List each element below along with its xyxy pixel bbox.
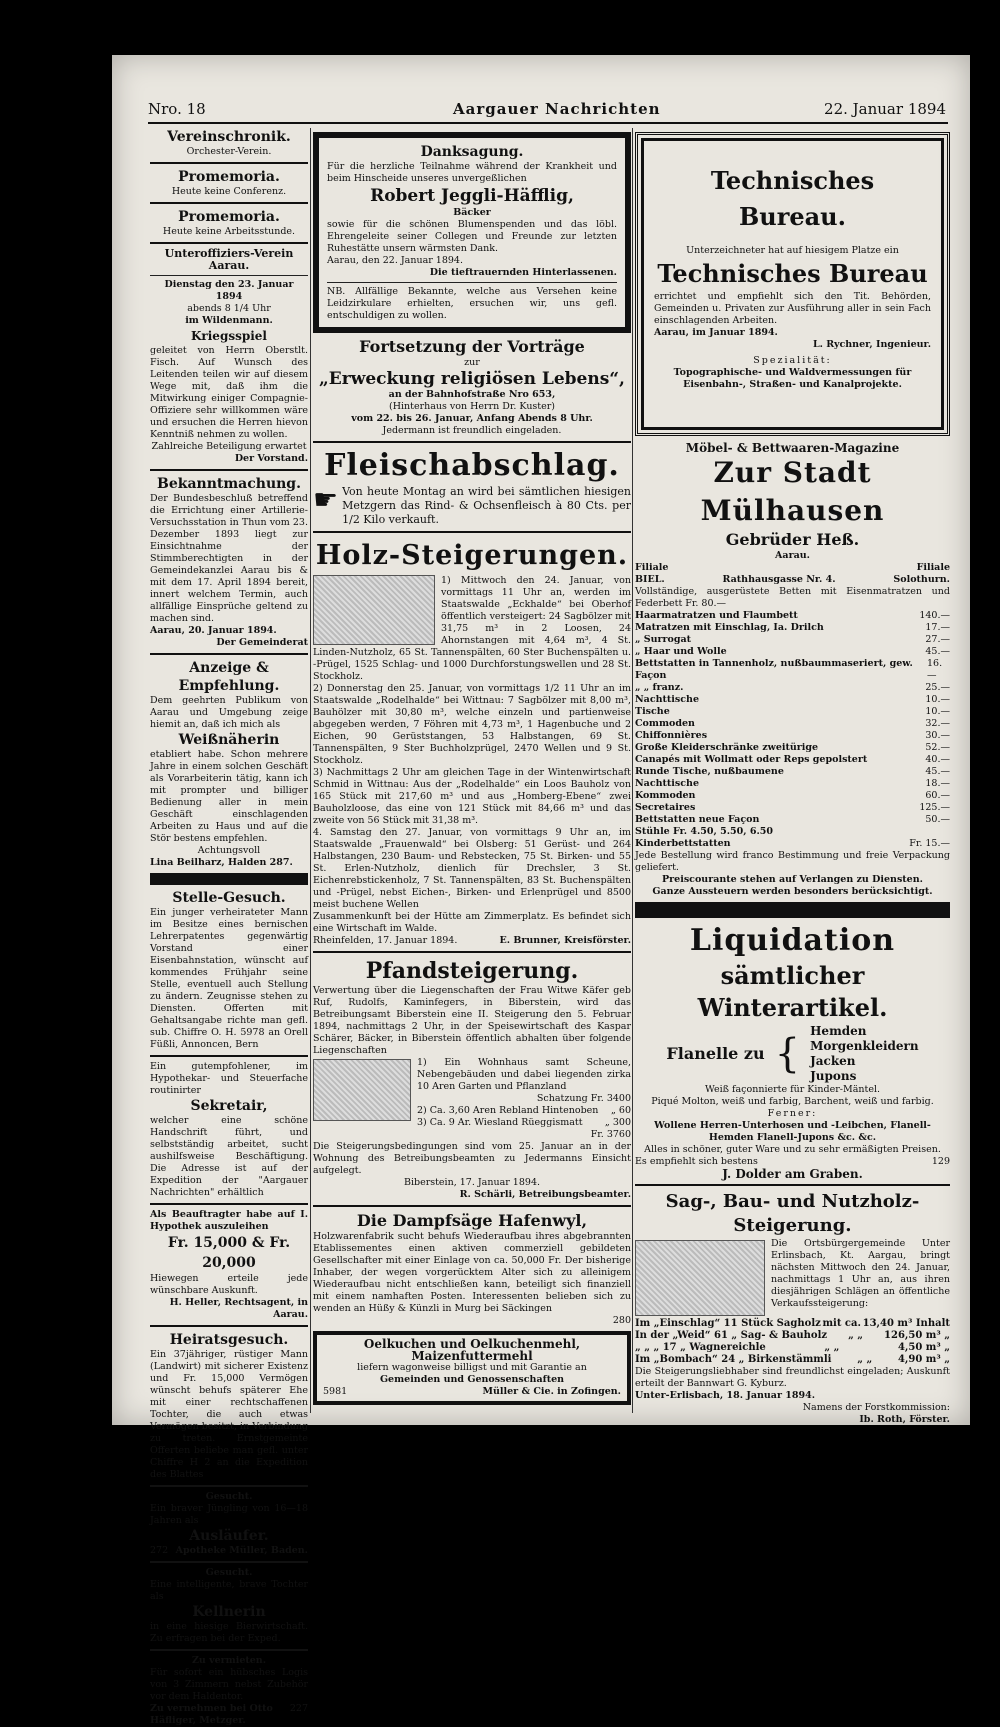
heading: Anzeige & Empfehlung.: [178, 660, 280, 694]
text: Ein junger verheirateter Mann im Besitze eines bernischen Lehrerpatentes gegenwärtig Vorstand einer Eisenbahnstation, wünscht auf kommendes Frühjahr seine Stelle, eventuell auch Stellung zu ändern. Zeugnisse stehen zu Diensten. Offerten mit Gehaltsangabe richte man gefl. sub. Chiffre O. H. 5978 an Orell Füßli, Annoncen, Bern: [150, 907, 308, 1050]
item-price: 45.—: [925, 766, 950, 777]
item-price: 30.—: [925, 730, 950, 741]
ad-number: 129: [931, 1156, 950, 1167]
text: Eine intelligente, brave Tochter als: [150, 1579, 308, 1602]
text: Die Ortsbürgergemeinde Unter Erlinsbach, Kt. Aargau, bringt nächsten Mittwoch den 24. Januar, nachmittags 1 Uhr an, aus ihren diesjährigen Schlägen an öffentliche Verkaufssteigerung:: [771, 1238, 950, 1309]
heading: Weißnäherin: [178, 732, 280, 748]
divider: [313, 951, 631, 953]
timber-cell: In der „Weid“ 61 „ Sag- & Bauholz: [635, 1330, 828, 1341]
divider: [150, 242, 308, 244]
text: liefern wagonweise billigst und mit Garantie an: [357, 1362, 587, 1373]
text: Verwertung über die Liegenschaften der Frau Witwe Käfer geb Ruf, Rudolfs, Kaminfegers, in Biberstein, wird das Betreibungsamt Biberstein eine II. Steigerung den 5. Februar 1894, nachmittags 2 Uhr, in der Speisewirtschaft des Kaspar Schärer, Bäcker, in Biberstein öffentlich abhalten über folgende Liegenschaften: [313, 985, 631, 1056]
item-name: Canapés mit Wollmatt oder Reps gepolstert: [635, 754, 868, 765]
text: Hiewegen erteile jede wünschbare Auskunft.: [150, 1273, 308, 1296]
divider: [150, 469, 308, 471]
item-name: Commoden: [635, 718, 695, 729]
heading: Promemoria.: [178, 169, 280, 185]
timber-cell: Im „Einschlag“ 11 Stück Sagholz: [635, 1318, 821, 1329]
text: Rathhausgasse Nr. 4.: [722, 574, 836, 585]
item-price: 25.—: [925, 682, 950, 693]
heading: Sag-, Bau- und Nutzholz-Steigerung.: [665, 1191, 920, 1236]
issue-date: 22. Januar 1894: [824, 100, 946, 118]
text: Es empfiehlt sich bestens: [635, 1156, 758, 1167]
item-name: Bettstatten neue Façon: [635, 814, 760, 825]
text: Heute keine Conferenz.: [171, 186, 287, 197]
logging-illustration: [635, 1240, 765, 1316]
text: Unter-Erlisbach, 18. Januar 1894.: [635, 1390, 816, 1401]
price-row: [635, 634, 950, 646]
column-left: [150, 128, 308, 1726]
text: Topographische- und Waldvermessungen für Eisenbahn-, Straßen- und Kanalprojekte.: [673, 367, 912, 390]
forest-workers-illustration: [313, 575, 435, 645]
text: Der Bundesbeschluß betreffend die Errichtung einer Artillerie-Versuchsstation in Thun vom 23. Dezember 1893 liegt zur Einsichtnahme der Stimmberechtigten in der Gemeindekanzlei Aarau bis & mit dem 17. April 1894 bereit, innert welchem Termin, auch allfällige Einsprüche geltend zu machen sind.: [150, 493, 308, 624]
item-name: Runde Tische, nußbaumene: [635, 766, 784, 777]
price-row: [635, 706, 950, 718]
text: Alles in schöner, guter Ware und zu sehr ermäßigten Preisen.: [644, 1144, 941, 1155]
heading: Promemoria.: [178, 209, 280, 225]
heading: Oelkuchen und Oelkuchenmehl,: [363, 1337, 581, 1351]
text: Die Steigerungsliebhaber sind freundlichst eingeladen; Auskunft erteilt der Bannwart G. Kyburz.: [635, 1366, 950, 1389]
signature: J. Dolder am Graben.: [722, 1167, 863, 1181]
text: Dienstag den 23. Januar 1894: [164, 279, 294, 302]
price-row: [635, 694, 950, 706]
divider: [313, 531, 631, 533]
timber-row: [635, 1318, 950, 1330]
item-name: Nachttische: [635, 694, 699, 705]
item-price: 140.—: [919, 610, 950, 621]
text: Piqué Molton, weiß und farbig, Barchent, weiß und farbig.: [651, 1096, 934, 1107]
text: 3) Nachmittags 2 Uhr am gleichen Tage in der Wintenwirtschaft Schmid in Wittnau: Aus der „Rodelhalde“ ein Loos Bauholz von 165 Stück mit 217,60 m³ und aus „Homberg-Ebene“ zwei Bauholzloose, das eine von 121 Stück mit 84,66 m³ und das zweite von 56 Stück mit 31,38 m³.: [313, 767, 631, 826]
item-price: 45.—: [925, 646, 950, 657]
item-name: Kommoden: [635, 790, 696, 801]
divider: [313, 1205, 631, 1207]
heading: Unteroffiziers-Verein Aarau.: [164, 247, 294, 272]
signature: Müller & Cie. in Zofingen.: [482, 1386, 621, 1397]
signature: Ib. Roth, Förster.: [859, 1414, 950, 1425]
text: Vollständige, ausgerüstete Betten mit Eisenmatratzen und Federbett Fr. 80.—: [635, 586, 950, 609]
text: Die Steigerungsbedingungen sind vom 25. Januar an in der Wohnung des Betreibungsbeamten zu Jedermanns Einsicht aufgelegt.: [313, 1141, 631, 1176]
heading: Bekanntmachung.: [157, 476, 301, 492]
heading: Die Dampfsäge Hafenwyl,: [356, 1211, 588, 1230]
oelkuchen-box: [313, 1331, 631, 1405]
text: zur: [464, 357, 480, 368]
heading: Maizenfuttermehl: [411, 1349, 533, 1363]
text: abends 8 1/4 Uhr: [187, 303, 271, 314]
divider: [313, 441, 631, 443]
item-price: Fr. 15.—: [909, 838, 950, 849]
item-name: Große Kleiderschränke zweitürige: [635, 742, 819, 753]
flanelle-item: Jacken: [810, 1054, 856, 1068]
text: BIEL.: [635, 574, 665, 585]
heading: Zu vermieten.: [191, 1655, 267, 1666]
heading: Technisches Bureau: [657, 259, 928, 288]
price-row: [635, 730, 950, 742]
divider: [635, 1184, 950, 1186]
text: Ein gutempfohlener, im Hypothekar- und Steuerfache routinirter: [150, 1061, 308, 1096]
heading: Liquidation: [689, 923, 896, 958]
text: 2) Donnerstag den 25. Januar, von vormittags 1/2 11 Uhr an im Staatswalde „Rodelhalde“ bei Wittnau: 7 Sagbölzer mit 8,00 m³, Bauhölzer mit 30,80 m³, welche einzeln und partienweise abgegeben werden, 7 Föhren mit 4,73 m³, 1 Hagenbuche und 2 Eichen, 90 Gerüststangen, 53 Halbstangen, 69 St. Tannenspälten, 9 Ster Buchholzprügel, 2470 Wellen und 9 St. Stockholz.: [313, 683, 631, 766]
value: „ 60: [610, 1105, 631, 1116]
heading: Holz-Steigerungen.: [315, 540, 629, 571]
house-illustration: [313, 1059, 411, 1121]
text: 1) Ein Wohnhaus samt Scheune, Nebengebäuden und dabei liegenden zirka 10 Aren Garten und Pflanzland: [417, 1057, 631, 1092]
technical-bureau-box: [635, 132, 950, 436]
signature: R. Schärli, Betreibungsbeamter.: [459, 1189, 631, 1200]
pointing-hand-icon: ☛: [313, 483, 339, 516]
text: Namens der Forstkommission:: [802, 1402, 950, 1413]
price-row: [635, 766, 950, 778]
item-price: 125.—: [919, 802, 950, 813]
text: Solothurn.: [893, 574, 950, 585]
heading: Danksagung.: [420, 144, 524, 160]
text: an der Bahnhofstraße Nro 653,: [388, 389, 556, 400]
text: Für die herzliche Teilnahme während der Krankheit und beim Hinscheide unseres unvergeßlichen: [327, 161, 617, 184]
timber-cell: 126,50 m³ „: [884, 1330, 950, 1341]
divider: [327, 282, 617, 283]
heading: Stelle-Gesuch.: [172, 890, 286, 906]
divider: [150, 275, 308, 276]
flanelle-list: [810, 1024, 919, 1084]
text: Ganze Aussteuern werden besonders berücksichtigt.: [652, 886, 933, 897]
signature: Zu vernehmen bei Otto Häfliger, Metzger.: [150, 1703, 273, 1726]
timber-cell: 13,40 m³ Inhalt: [862, 1318, 950, 1329]
text: Biberstein, 17. Januar 1894.: [403, 1177, 541, 1188]
text: Wollene Herren-Unterhosen und -Leibchen, Flanell-Hemden Flanell-Jupons &c. &c.: [654, 1120, 931, 1143]
heading: sämtlicher Winterartikel.: [697, 961, 888, 1022]
timber-list: [635, 1318, 950, 1366]
page-header: [148, 100, 948, 120]
text: Unterzeichneter hat auf hiesigem Platze ein: [686, 245, 899, 256]
text: (Hinterhaus von Herrn Dr. Kuster): [389, 401, 555, 412]
text: Heute keine Arbeitsstunde.: [162, 226, 296, 237]
text: Zahlreiche Beteiligung erwartet: [151, 441, 307, 452]
text: Filiale: [635, 562, 669, 573]
obituary-box: [313, 132, 631, 333]
item-price: 60.—: [925, 790, 950, 801]
text: 4. Samstag den 27. Januar, von vormittags 9 Uhr an, im Staatswalde „Frauenwald“ bei Olsberg: 51 Gerüst- und 264 Halbstangen, 230 Baum- und Rebstecken, 75 St. Birken- und 55 St. Erlen-Nutzholz, dienlich für Drechsler, 3 St. Eichenrebstickenholz, 7 St. Tannenspälten, 83 St. Buchenspälten und -Prügel, nebst Eichen-, Birken- und Erlenprügel und 8500 meist buchene Wellen: [313, 827, 631, 910]
item-price: 16.—: [927, 658, 943, 681]
timber-cell: mit ca.: [822, 1318, 861, 1329]
item-price: 10.—: [925, 706, 950, 717]
heading: Fortsetzung der Vorträge: [359, 337, 585, 356]
text: Bäcker: [453, 207, 491, 218]
timber-cell: Im „Bombach“ 24 „ Birkenstämmli: [635, 1354, 832, 1365]
text: Zusammenkunft bei der Hütte am Zimmerplatz. Es befindet sich eine Wirtschaft im Walde.: [313, 911, 631, 934]
price-row: [635, 838, 950, 850]
heading: Kellnerin: [192, 1604, 266, 1620]
furniture-price-list: [635, 610, 950, 850]
price-row: [635, 754, 950, 766]
ad-number: 272: [150, 1545, 169, 1556]
heading: Pfandsteigerung.: [365, 958, 579, 984]
value: Schatzung Fr. 3400: [536, 1093, 631, 1104]
divider: [150, 1055, 308, 1057]
header-rule: [148, 122, 948, 124]
text: Aarau.: [775, 550, 810, 561]
text: 1) Mittwoch den 24. Januar, von vormittags 11 Uhr an, werden im Staatswalde „Eckhalde“ bei Oberhof öffentlich versteigert: 24 Sagbölzer mit 31,75 m³ in 2 Loosen, 24 Ahornstangen mit 4,64 m³, 4 St. Linden-Nutzholz, 65 St. Tannenspälten, 60 Ster Buchenspälten u. -Prügel, 1525 Schlag- und 1000 Durchforstungswellen und 28 St. Stockholz.: [313, 575, 631, 682]
price-row: [635, 682, 950, 694]
brace-icon: {: [774, 1031, 801, 1077]
item-name: Haarmatratzen und Flaumbett: [635, 610, 798, 621]
text: sowie für die schönen Blumenspenden und das löbl. Ehrengeleite seiner Collegen und Freunde zur letzten Ruhestätte unsern wärmsten Dank.: [327, 219, 617, 254]
timber-cell: „ „ „ 17 „ Wagnereichle: [635, 1342, 766, 1353]
text: Holzwarenfabrik sucht behufs Wiederaufbau ihres abgebrannten Etablissementes einen aktiven commerziell gebildeten Gesellschafter mit einer Einlage von ca. 50,000 Fr. Der bisherige Inhaber, der wegen vorgerücktem Alter sich zu alleinigem Wiederaufbau nicht entschließen kann, beteiligt sich finanziell mit einem namhaften Posten. Interessenten belieben sich zu wenden an Hüßy & Künzli in Murg bei Säckingen: [313, 1231, 631, 1314]
timber-row: [635, 1330, 950, 1342]
deceased-name: Robert Jeggli-Häfflig,: [370, 186, 574, 206]
price-row: [635, 778, 950, 790]
heading: Zur Stadt Mülhausen: [700, 456, 885, 527]
item-price: 10.—: [925, 694, 950, 705]
signature: H. Heller, Rechtsagent, in Aarau.: [169, 1297, 308, 1320]
signature: Die tieftrauernden Hinterlassenen.: [429, 267, 617, 278]
item-price: 52.—: [925, 742, 950, 753]
price-row: [635, 814, 950, 826]
item-price: 27.—: [925, 634, 950, 645]
price-row: [635, 718, 950, 730]
text: Ein braver Jüngling von 16—18 Jahren als: [150, 1503, 308, 1526]
heading: Technisches Bureau.: [710, 166, 875, 231]
signature: E. Brunner, Kreisförster.: [499, 935, 631, 946]
text: Von heute Montag an wird bei sämtlichen hiesigen Metzgern das Rind- & Ochsenfleisch à 80 Cts. per 1/2 Kilo verkauft.: [342, 485, 631, 526]
timber-cell: „ „: [857, 1354, 873, 1365]
issue-number: Nro. 18: [148, 100, 206, 118]
heading: Vereinschronik.: [167, 129, 291, 145]
text: Aarau, den 22. Januar 1894.: [327, 255, 463, 266]
text: welcher eine schöne Handschrift führt, und selbstständig arbeitet, sucht aushilfsweise Beschäftigung. Die Adresse ist auf der Expedition der "Aargauer Nachrichten" erhältlich: [150, 1115, 308, 1198]
item-price: 40.—: [925, 754, 950, 765]
text: 2) Ca. 3,60 Aren Rebland Hintenoben: [417, 1105, 599, 1116]
price-row: [635, 622, 950, 634]
column-right: [635, 128, 950, 1425]
heading: Gebrüder Heß.: [725, 530, 860, 549]
text: Filiale: [916, 562, 950, 573]
heading: Kriegsspiel: [191, 329, 267, 343]
text: Weiß façonnierte für Kinder-Mäntel.: [704, 1084, 881, 1095]
price-row: [635, 790, 950, 802]
column-divider: [310, 128, 311, 1413]
signature: Der Vorstand.: [234, 453, 308, 464]
divider: [150, 162, 308, 164]
item-name: Kinderbettstatten: [635, 838, 731, 849]
text: in eine hiesige Bierwirtschaft. Zu erfragen bei der Exped.: [150, 1621, 308, 1644]
value: „ 300: [604, 1117, 631, 1128]
price-row: [635, 658, 950, 682]
item-price: 32.—: [925, 718, 950, 729]
text: Flanelle zu: [666, 1044, 765, 1063]
divider: [150, 653, 308, 655]
price-row: [635, 826, 950, 838]
heading: „Erweckung religiösen Lebens“,: [319, 369, 625, 389]
price-row: [635, 610, 950, 622]
text: errichtet und empfiehlt sich den Tit. Behörden, Gemeinden u. Privaten zur Ausführung aller in sein Fach einschlagenden Arbeiten.: [654, 291, 931, 326]
item-name: Nachttische: [635, 778, 699, 789]
text: Aarau, im Januar 1894.: [654, 327, 778, 338]
ad-number: 227: [289, 1703, 308, 1714]
heading: Gesucht.: [205, 1567, 253, 1578]
bleed-through: [125, 58, 955, 98]
text: Ferner:: [767, 1108, 818, 1119]
ad-number: 5981: [323, 1386, 348, 1397]
subheading: Orchester-Verein.: [186, 146, 272, 157]
divider: [150, 202, 308, 204]
ad-number: 280: [612, 1315, 631, 1326]
item-name: Bettstatten in Tannenholz, nußbaummaseriert, gew. Façon: [635, 658, 913, 681]
text: geleitet von Herrn Oberstlt. Fisch. Auf Wunsch des Leitenden teilen wir auf diesem Wege mit, daß ihm die Mitwirkung einiger Compagnie-Offiziere sehr willkommen wäre und ersuchen die Herren hievon Kenntniß nehmen zu wollen.: [150, 345, 308, 440]
divider: [150, 1203, 308, 1205]
text: Rheinfelden, 17. Januar 1894.: [313, 935, 458, 946]
flanelle-item: Morgenkleidern: [810, 1039, 919, 1053]
paper-title: Aargauer Nachrichten: [453, 100, 661, 118]
black-bar: [635, 902, 950, 918]
heading: Sekretair,: [190, 1098, 268, 1114]
text: Für sofort ein hübsches Logis von 3 Zimmern nebst Zubehör vor dem Haldentor.: [150, 1667, 308, 1702]
heading: Heiratsgesuch.: [169, 1332, 289, 1348]
price-row: [635, 742, 950, 754]
text: Dem geehrten Publikum von Aarau und Umgebung zeige hiemit an, daß ich mich als: [150, 695, 308, 730]
item-name: Stühle Fr. 4.50, 5.50, 6.50: [635, 826, 773, 837]
text: Aarau, 20. Januar 1894.: [150, 625, 277, 636]
timber-cell: „ „: [848, 1330, 864, 1341]
heading: Fleischabschlag.: [324, 448, 620, 483]
divider: [150, 1649, 308, 1651]
timber-cell: 4,50 m³ „: [897, 1342, 950, 1353]
text: im Wildenmann.: [185, 315, 273, 326]
signature: Lina Beilharz, Halden 287.: [150, 857, 293, 868]
item-price: 50.—: [925, 814, 950, 825]
column-divider: [632, 128, 633, 1413]
text: vom 22. bis 26. Januar, Anfang Abends 8 Uhr.: [351, 413, 593, 424]
flanelle-item: Jupons: [810, 1069, 857, 1083]
text: Als Beauftragter habe auf I. Hypothek auszuleihen: [150, 1209, 308, 1232]
price-row: [635, 802, 950, 814]
divider: [150, 1485, 308, 1487]
signature: Apotheke Müller, Baden.: [175, 1545, 308, 1556]
timber-row: [635, 1354, 950, 1366]
total: Fr. 3760: [590, 1129, 631, 1140]
text: Gemeinden und Genossenschaften: [379, 1374, 565, 1385]
item-name: Chiffonnières: [635, 730, 708, 741]
heading: Möbel- & Bettwaaren-Magazine: [685, 441, 900, 455]
text: Ein 37jähriger, rüstiger Mann (Landwirt) mit sicherer Existenz und Fr. 15,000 Vermögen wünscht behufs späterer Ehe mit einer rechtschaffenen Tochter, die auch etwas Vermögen besitzt, in Verbindung zu treten. Ernstgemeinte Offerten beliebe man gefl. unter Chiffre H 2 an die Expedition des Blattes: [150, 1349, 308, 1480]
text: NB. Allfällige Bekannte, welche aus Versehen keine Leidzirkulare erhielten, ersuchen wir, uns gefl. entschuldigen zu wollen.: [327, 286, 617, 321]
item-name: Secretaires: [635, 802, 696, 813]
amount: Fr. 15,000 & Fr. 20,000: [167, 1235, 291, 1271]
signature: Der Gemeinderat: [216, 637, 308, 648]
text: Jedermann ist freundlich eingeladen.: [382, 425, 562, 436]
text: Achtungsvoll: [197, 845, 261, 856]
item-name: „ Haar und Wolle: [635, 646, 727, 657]
column-middle: [313, 128, 631, 1413]
text: Preiscourante stehen auf Verlangen zu Diensten.: [662, 874, 923, 885]
item-price: 18.—: [925, 778, 950, 789]
item-name: „ „ franz.: [635, 682, 684, 693]
black-bar: [150, 873, 308, 885]
item-price: 17.—: [925, 622, 950, 633]
heading: Ausläufer.: [189, 1528, 269, 1544]
text: etabliert habe. Schon mehrere Jahre in einem solchen Geschäft als Vorarbeiterin tätig, kann ich mit prompter und billiger Bedienung aller in mein Geschäft einschlagenden Arbeiten zu Haus und auf die Stör bestens empfehlen.: [150, 749, 308, 844]
item-name: Matratzen mit Einschlag, Ia. Drilch: [635, 622, 824, 633]
text: Spezialität:: [753, 355, 832, 366]
item-name: Tische: [635, 706, 670, 717]
divider: [150, 1561, 308, 1563]
timber-cell: „ „: [824, 1342, 840, 1353]
item-name: „ Surrogat: [635, 634, 692, 645]
divider: [150, 1325, 308, 1327]
text: 3) Ca. 9 Ar. Wiesland Rüeggismatt: [417, 1117, 583, 1128]
heading: Gesucht.: [205, 1491, 253, 1502]
flanelle-item: Hemden: [810, 1024, 867, 1038]
price-row: [635, 646, 950, 658]
timber-row: [635, 1342, 950, 1354]
text: Jede Bestellung wird franco Bestimmung und freie Verpackung geliefert.: [635, 850, 950, 873]
timber-cell: 4,90 m³ „: [897, 1354, 950, 1365]
signature: L. Rychner, Ingenieur.: [812, 339, 931, 350]
